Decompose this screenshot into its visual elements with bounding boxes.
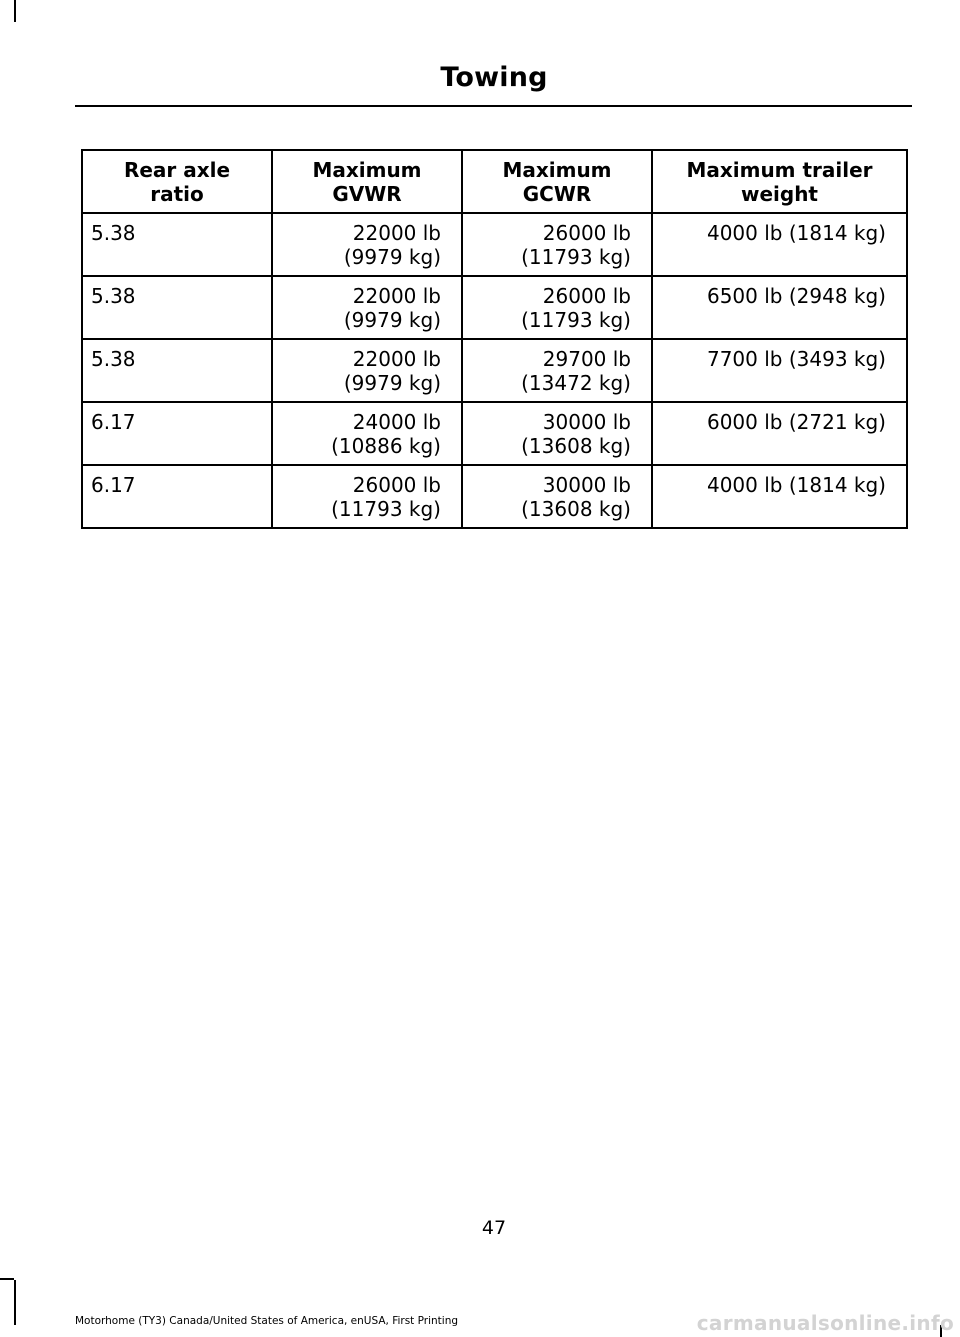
footer-text: Motorhome (TY3) Canada/United States of America, enUSA, First Printing [75,1315,459,1327]
page-title: Towing [440,62,548,93]
header-rear-axle-ratio: Rear axle ratio [82,150,272,213]
cell-trailer-weight: 6000 lb (2721 kg) [652,402,907,465]
cell-trailer-weight: 4000 lb (1814 kg) [652,213,907,276]
cell-ratio: 5.38 [82,213,272,276]
cell-gcwr: 26000 lb (11793 kg) [462,276,652,339]
towing-spec-table [81,149,908,529]
header-maximum-trailer-weight: Maximum trailer weight [652,150,907,213]
header-maximum-gvwr: Maximum GVWR [272,150,462,213]
table-row [82,213,907,276]
crop-mark-bottom-left-horizontal [0,1278,14,1280]
table-row [82,276,907,339]
cell-gvwr: 22000 lb (9979 kg) [272,276,462,339]
cell-ratio: 6.17 [82,402,272,465]
table-header-row [82,150,907,213]
cell-ratio: 6.17 [82,465,272,528]
title-divider [75,105,912,107]
table-row [82,402,907,465]
cell-gcwr: 30000 lb (13608 kg) [462,465,652,528]
cell-gvwr: 26000 lb (11793 kg) [272,465,462,528]
cell-trailer-weight: 4000 lb (1814 kg) [652,465,907,528]
cell-gvwr: 22000 lb (9979 kg) [272,339,462,402]
cell-gvwr: 22000 lb (9979 kg) [272,213,462,276]
cell-trailer-weight: 7700 lb (3493 kg) [652,339,907,402]
table-row [82,339,907,402]
watermark: carmanualsonline.info [696,1311,954,1335]
cell-gvwr: 24000 lb (10886 kg) [272,402,462,465]
crop-mark-bottom-left-vertical [14,1280,16,1325]
crop-mark-top-left-vertical [14,0,16,22]
cell-gcwr: 26000 lb (11793 kg) [462,213,652,276]
cell-ratio: 5.38 [82,339,272,402]
cell-ratio: 5.38 [82,276,272,339]
table-row [82,465,907,528]
page-number: 47 [481,1217,507,1239]
cell-gcwr: 30000 lb (13608 kg) [462,402,652,465]
cell-gcwr: 29700 lb (13472 kg) [462,339,652,402]
cell-trailer-weight: 6500 lb (2948 kg) [652,276,907,339]
header-maximum-gcwr: Maximum GCWR [462,150,652,213]
